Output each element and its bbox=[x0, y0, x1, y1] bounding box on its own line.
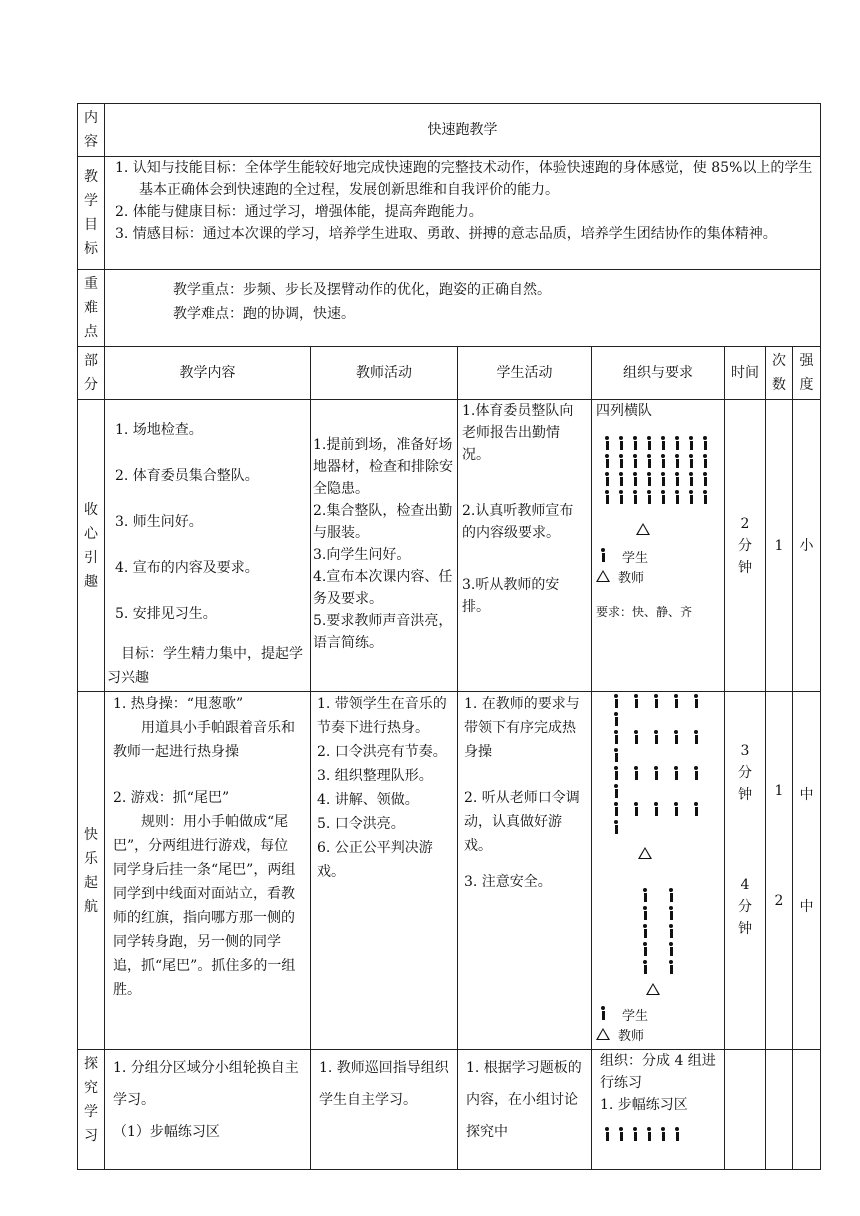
student-icon bbox=[632, 1127, 638, 1141]
student-icon bbox=[668, 960, 674, 974]
student-icon bbox=[653, 766, 659, 780]
teacher-triangle-icon bbox=[646, 983, 660, 995]
student-icon bbox=[653, 694, 659, 708]
student-icon bbox=[646, 454, 652, 468]
s2-content-4: 规则：用小手帕做成“尾巴”，分两组进行游戏，每位同学身后挂一条“尾巴”，两组同学到中线面对面站立，看教师的红旗，指向哪方那一侧的同学转身跑，另一侧的同学追，抓“尾巴”。抓住多的一组胜。 bbox=[113, 814, 296, 998]
section-3-name-cell bbox=[78, 1050, 105, 1170]
game-formation bbox=[632, 888, 720, 978]
s2-intensity-1: 中 bbox=[799, 787, 814, 803]
s1-content-1: 1. 场地检查。 bbox=[115, 422, 203, 438]
warmup-formation bbox=[606, 694, 720, 838]
key-difficulty: 教学难点：跑的协调，快速。 bbox=[173, 306, 355, 322]
student-icon bbox=[618, 472, 624, 486]
student-icon bbox=[613, 784, 619, 798]
section-1-content bbox=[105, 400, 311, 692]
student-icon bbox=[702, 490, 708, 504]
student-icon bbox=[642, 906, 648, 920]
col-intensity: 强度 bbox=[793, 347, 821, 400]
keys-label: 重难点 bbox=[84, 276, 98, 340]
s2-content-1: 1. 热身操：“甩葱歌” bbox=[113, 696, 244, 712]
s2-student-1: 1. 在教师的要求与带领下有序完成热身操 bbox=[464, 696, 580, 760]
student-icon bbox=[693, 730, 699, 744]
section-1-name: 收心引趣 bbox=[84, 501, 98, 590]
student-icon bbox=[632, 490, 638, 504]
section-1-count: 1 bbox=[766, 400, 793, 692]
s1-content-4: 4. 宣布的内容及要求。 bbox=[115, 560, 259, 576]
student-icon bbox=[642, 924, 648, 938]
student-icon bbox=[646, 1127, 652, 1141]
section-2-count bbox=[766, 692, 793, 1050]
section-1-teacher: 1.提前到场，准备好场地器材，检查和排除安全隐患。 2.集合整队，检查出勤与服装。 3.向学生问好。 4.宣布本次课内容、任务及要求。 5.要求教师声音洪亮，语言简练。 bbox=[311, 400, 458, 692]
section-2-name: 快乐起航 bbox=[84, 826, 98, 915]
content-label-cell bbox=[78, 104, 105, 157]
section-1-org bbox=[592, 400, 725, 692]
student-icon bbox=[613, 712, 619, 726]
student-icon bbox=[668, 888, 674, 902]
legend-student-label: 学生 bbox=[622, 1009, 649, 1024]
student-icon bbox=[633, 730, 639, 744]
goal-item-2: 2. 体能与健康目标：通过学习，增强体能，提高奔跑能力。 bbox=[115, 204, 483, 220]
s1-org-requirement: 要求：快、静、齐 bbox=[596, 605, 693, 619]
s1-content-3: 3. 师生问好。 bbox=[115, 514, 203, 530]
student-icon bbox=[688, 436, 694, 450]
student-icon bbox=[642, 942, 648, 956]
s2-intensity-2: 中 bbox=[799, 899, 814, 915]
section-1-student bbox=[458, 400, 592, 692]
section-3-teacher: 1. 教师巡回指导组织学生自主学习。 bbox=[311, 1050, 458, 1170]
student-icon bbox=[642, 960, 648, 974]
student-icon bbox=[660, 1127, 666, 1141]
student-icon bbox=[660, 454, 666, 468]
s2-time-2: 4分钟 bbox=[738, 877, 752, 937]
section-2-content bbox=[105, 692, 311, 1050]
student-icon bbox=[674, 454, 680, 468]
content-label: 内容 bbox=[84, 110, 98, 150]
student-icon bbox=[674, 490, 680, 504]
student-legend-icon bbox=[600, 1006, 606, 1020]
student-icon bbox=[613, 694, 619, 708]
legend-student-label: 学生 bbox=[622, 551, 649, 566]
s2-content-2: 用道具小手帕跟着音乐和教师一起进行热身操 bbox=[113, 720, 295, 760]
student-icon bbox=[604, 454, 610, 468]
s2-student-2: 2. 听从老师口令调动，认真做好游戏。 bbox=[464, 790, 580, 854]
student-icon bbox=[660, 436, 666, 450]
section-3-time bbox=[725, 1050, 766, 1170]
student-icon bbox=[646, 436, 652, 450]
student-icon bbox=[702, 472, 708, 486]
section-3-student: 1. 根据学习题板的内容，在小组讨论探究中 bbox=[458, 1050, 592, 1170]
student-icon bbox=[673, 694, 679, 708]
s2-count-2: 2 bbox=[774, 893, 784, 909]
section-2-student bbox=[458, 692, 592, 1050]
key-focus: 教学重点：步频、步长及摆臂动作的优化，跑姿的正确自然。 bbox=[173, 282, 551, 298]
s2-time-1: 3分钟 bbox=[738, 743, 752, 803]
s1-goal: 目标：学生精力集中，提起学习兴趣 bbox=[107, 646, 303, 686]
lesson-plan-table bbox=[77, 103, 821, 1170]
student-icon bbox=[646, 472, 652, 486]
goal-item-3: 3. 情感目标：通过本次课的学习，培养学生进取、勇敢、拼搏的意志品质，培养学生团结协作的集体精神。 bbox=[115, 226, 777, 242]
student-icon bbox=[646, 490, 652, 504]
student-icon bbox=[604, 1127, 610, 1141]
student-icon bbox=[660, 490, 666, 504]
section-2-name-cell bbox=[78, 692, 105, 1050]
student-icon bbox=[688, 490, 694, 504]
keys-label-cell bbox=[78, 270, 105, 347]
legend-teacher-label: 教师 bbox=[618, 1029, 645, 1044]
section-2-teacher: 1. 带领学生在音乐的节奏下进行热身。 2. 口令洪亮有节奏。 3. 组织整理队形。 4. 讲解、领做。 5. 口令洪亮。 6. 公正公平判决游戏。 bbox=[311, 692, 458, 1050]
s3-content-1: 1. 分组分区域分小组轮换自主学习。 bbox=[113, 1060, 299, 1108]
goal-item-1: 1. 认知与技能目标：全体学生能较好地完成快速跑的完整技术动作，体验快速跑的身体感觉，使 85%以上的学生基本正确体会到快速跑的全过程，发展创新思维和自我评价的能力。 bbox=[115, 160, 813, 198]
section-1-time: 2分钟 bbox=[725, 400, 766, 692]
student-icon bbox=[618, 1127, 624, 1141]
section-3-count bbox=[766, 1050, 793, 1170]
teacher-triangle-icon bbox=[638, 847, 652, 859]
student-icon bbox=[613, 730, 619, 744]
section-1-name-cell bbox=[78, 400, 105, 692]
student-icon bbox=[633, 766, 639, 780]
student-icon bbox=[613, 748, 619, 762]
section-2-org bbox=[592, 692, 725, 1050]
student-icon bbox=[693, 802, 699, 816]
student-icon bbox=[693, 766, 699, 780]
col-count: 次数 bbox=[766, 347, 793, 400]
student-icon bbox=[674, 1127, 680, 1141]
col-student: 学生活动 bbox=[458, 347, 592, 400]
s1-org-title: 四列横队 bbox=[596, 403, 652, 419]
student-icon bbox=[618, 436, 624, 450]
student-icon bbox=[688, 454, 694, 468]
col-content: 教学内容 bbox=[105, 347, 311, 400]
col-time: 时间 bbox=[725, 347, 766, 400]
goals-label-cell bbox=[78, 157, 105, 270]
student-icon bbox=[673, 766, 679, 780]
section-1-intensity: 小 bbox=[793, 400, 821, 692]
student-icon bbox=[668, 924, 674, 938]
student-icon bbox=[693, 694, 699, 708]
student-icon bbox=[702, 436, 708, 450]
col-org: 组织与要求 bbox=[592, 347, 725, 400]
student-icon bbox=[604, 472, 610, 486]
student-icon bbox=[668, 906, 674, 920]
s3-org: 组织：分成 4 组进行练习 1. 步幅练习区 bbox=[600, 1053, 716, 1113]
student-icon bbox=[660, 472, 666, 486]
student-icon bbox=[604, 490, 610, 504]
s1-student-1: 1.体育委员整队向老师报告出勤情况。 bbox=[462, 403, 574, 463]
student-icon bbox=[653, 730, 659, 744]
s1-content-2: 2. 体育委员集合整队。 bbox=[115, 468, 259, 484]
student-icon bbox=[642, 888, 648, 902]
col-part: 部分 bbox=[78, 347, 105, 400]
student-icon bbox=[613, 802, 619, 816]
section-2-intensity bbox=[793, 692, 821, 1050]
teacher-legend-icon bbox=[596, 570, 610, 582]
col-teacher: 教师活动 bbox=[311, 347, 458, 400]
student-icon bbox=[653, 802, 659, 816]
s1-content-5: 5. 安排见习生。 bbox=[115, 606, 217, 622]
student-icon bbox=[613, 820, 619, 834]
teacher-legend-icon bbox=[596, 1028, 610, 1040]
student-icon bbox=[618, 490, 624, 504]
student-icon bbox=[633, 694, 639, 708]
student-icon bbox=[632, 472, 638, 486]
s1-student-2: 2.认真听教师宣布的内容级要求。 bbox=[462, 503, 574, 541]
section-2-time bbox=[725, 692, 766, 1050]
content-value: 快速跑教学 bbox=[105, 104, 821, 157]
section-3-intensity bbox=[793, 1050, 821, 1170]
student-icon bbox=[632, 436, 638, 450]
student-icon bbox=[632, 454, 638, 468]
student-icon bbox=[688, 472, 694, 486]
legend-teacher-label: 教师 bbox=[618, 571, 645, 586]
student-icon bbox=[604, 436, 610, 450]
s2-student-3: 3. 注意安全。 bbox=[464, 874, 552, 890]
student-icon bbox=[674, 472, 680, 486]
student-icon bbox=[673, 802, 679, 816]
s3-content-2: （1）步幅练习区 bbox=[113, 1124, 220, 1140]
goals-cell bbox=[105, 157, 821, 270]
student-icon bbox=[633, 802, 639, 816]
keys-cell bbox=[105, 270, 821, 347]
student-legend-icon bbox=[600, 548, 606, 562]
student-icon bbox=[674, 436, 680, 450]
four-row-formation bbox=[600, 436, 720, 508]
s2-count-1: 1 bbox=[774, 783, 784, 799]
student-icon bbox=[702, 454, 708, 468]
student-icon bbox=[668, 942, 674, 956]
student-icon bbox=[613, 766, 619, 780]
section-3-name: 探究学习 bbox=[84, 1056, 98, 1144]
goals-label: 教学目标 bbox=[84, 169, 98, 257]
student-icon bbox=[673, 730, 679, 744]
section-3-org bbox=[592, 1050, 725, 1170]
section-3-content bbox=[105, 1050, 311, 1170]
student-icon bbox=[618, 454, 624, 468]
teacher-triangle-icon bbox=[636, 523, 650, 535]
s2-content-3: 2. 游戏：抓“尾巴” bbox=[113, 790, 230, 806]
s1-student-3: 3.听从教师的安排。 bbox=[462, 577, 560, 615]
